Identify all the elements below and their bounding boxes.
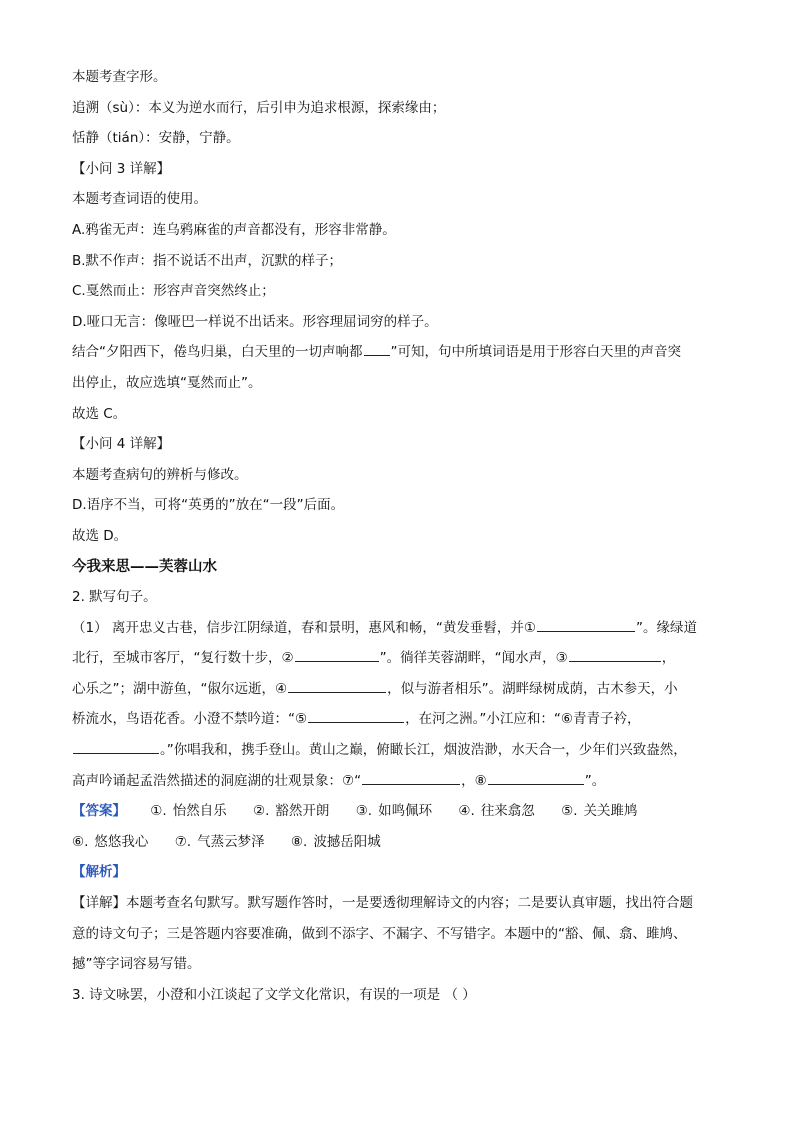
option-c: C.戛然而止：形容声音突然终止；: [72, 283, 275, 300]
answer-item: [150, 796, 226, 827]
answer-item: [253, 796, 329, 827]
question-title: 2. 默写句子。: [72, 589, 157, 606]
text-line: [72, 337, 732, 368]
subquestion-heading: 【小问 4 详解】: [72, 436, 171, 453]
text-segment: ，在河之洲。”小江应和：“⑥青青子衿，: [405, 711, 641, 728]
answer-text: 豁然开朗: [275, 803, 330, 820]
text-line: 追溯（sù）：本义为逆水而行，后引申为追求根源，探索缘由；: [72, 99, 446, 116]
answer-number: ①.: [150, 803, 167, 820]
answer-item: [175, 827, 265, 858]
answer-label: 【答案】: [72, 803, 126, 820]
answer-text: 关关雎鸠: [583, 803, 638, 820]
passage-line: [72, 735, 732, 766]
text-segment: ”。徜徉芙蓉湖畔，“闻水声，③: [379, 650, 568, 667]
fill-blank: [288, 691, 386, 693]
text-line: 意的诗文句子；三是答题内容要准确，做到不添字、不漏字、不写错字。本题中的“豁、佩、翕、雎鸠、: [72, 925, 687, 942]
answer-number: ⑥.: [72, 833, 89, 850]
text-line: 故选 D。: [72, 527, 128, 544]
passage-line: [72, 674, 732, 705]
text-segment: ，: [661, 650, 676, 667]
question-title: 3. 诗文咏罢，小澄和小江谈起了文学文化常识，有误的一项是 （ ）: [72, 986, 476, 1003]
text-segment: 。”你唱我和，携手登山。黄山之巅，俯瞰长江，烟波浩渺，水天合一，少年们兴致盎然，: [160, 742, 687, 759]
answer-number: ⑧.: [290, 833, 308, 850]
text-segment: ，似与游者相乐”。湖畔绿树成荫，古木参天，小: [387, 680, 678, 697]
text-segment: ，⑧: [461, 772, 487, 789]
text-line: 本题考查词语的使用。: [72, 191, 207, 208]
answer-number: ④.: [458, 803, 475, 820]
text-segment: ”。: [584, 772, 606, 789]
text-line: 故选 C。: [72, 405, 127, 422]
text-segment: ”可知，句中所填词语是用于形容白天里的声音突: [390, 344, 681, 361]
answer-item: [72, 827, 148, 858]
text-line: 本题考查病句的辨析与修改。: [72, 466, 248, 483]
answer-number: ③.: [355, 803, 373, 820]
text-segment: 高声吟诵起孟浩然描述的洞庭湖的壮观景象：⑦“: [72, 772, 362, 789]
passage-line: [72, 766, 732, 797]
answer-text: 怡然自乐: [172, 803, 227, 820]
fill-blank: [308, 721, 404, 723]
fill-blank: [362, 783, 460, 785]
fill-blank: [73, 752, 159, 754]
fill-blank: [295, 660, 379, 662]
answer-text: 气蒸云梦泽: [197, 833, 265, 850]
passage-line: [72, 704, 732, 735]
answer-number: ⑦.: [174, 833, 192, 850]
text-line: 恬静（tián）：安静，宁静。: [72, 130, 240, 147]
answer-text: 往来翕忽: [480, 803, 535, 820]
answer-line: [72, 827, 732, 858]
text-segment: 桥流水，鸟语花香。小澄不禁吟道：“⑤: [72, 711, 308, 728]
text-segment: 心乐之”；湖中游鱼，“俶尔远逝，④: [72, 680, 288, 697]
text-line: 【详解】本题考查名句默写。默写题作答时，一是要透彻理解诗文的内容；二是要认真审题，找出符合题: [72, 895, 693, 912]
fill-blank: [569, 660, 661, 662]
answer-text: 波撼岳阳城: [313, 833, 381, 850]
text-segment: ”。缘绿道: [635, 619, 697, 636]
answer-text: 悠悠我心: [94, 833, 149, 850]
text-segment: （1） 离开忠义古巷，信步江阴绿道，春和景明，惠风和畅，“黄发垂髫，并①: [72, 619, 536, 636]
answer-text: 如鸣佩环: [378, 803, 433, 820]
answer-line: [72, 796, 732, 827]
answer-number: ⑤.: [561, 803, 578, 820]
section-title: 今我来思——芙蓉山水: [72, 558, 217, 575]
option-a: A.鸦雀无声：连乌鸦麻雀的声音都没有，形容非常静。: [72, 221, 396, 238]
fill-blank: [364, 354, 390, 356]
answer-item: [291, 827, 381, 858]
option-d: D.哑口无言：像哑巴一样说不出话来。形容理屈词穷的样子。: [72, 313, 438, 330]
text-line: 本题考查字形。: [72, 69, 167, 85]
text-line: D.语序不当，可将“英勇的”放在“一段”后面。: [72, 497, 345, 514]
answer-number: ②.: [253, 803, 270, 820]
document-page: [72, 62, 732, 1010]
analysis-label: 【解析】: [72, 864, 126, 881]
text-segment: 北行，至城市客厅，“复行数十步，②: [72, 650, 294, 667]
passage-line: [72, 643, 732, 674]
fill-blank: [537, 630, 635, 632]
analysis-line: [72, 857, 732, 888]
subquestion-heading: 【小问 3 详解】: [72, 160, 171, 177]
answer-item: [458, 796, 534, 827]
text-line: 撼”等字词容易写错。: [72, 956, 201, 973]
option-b: B.默不作声：指不说话不出声，沉默的样子；: [72, 252, 343, 269]
answer-item: [356, 796, 432, 827]
answer-item: [561, 796, 637, 827]
text-line: 出停止，故应选填“戛然而止”。: [72, 374, 262, 391]
passage-line: [72, 613, 732, 644]
fill-blank: [488, 783, 584, 785]
text-segment: 结合“夕阳西下，倦鸟归巢，白天里的一切声响都: [72, 344, 363, 361]
